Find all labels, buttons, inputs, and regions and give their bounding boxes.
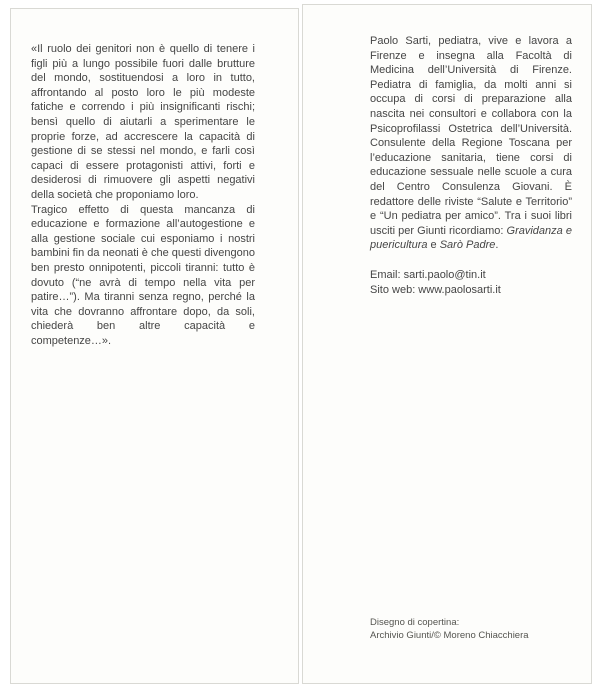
author-bio — [370, 34, 572, 297]
book-title-gravidanza-e-puericultura: Gravidanza e puericultura — [370, 224, 572, 252]
credit-label: Disegno di copertina: — [370, 617, 460, 628]
bio-text: Paolo Sarti, pediatra, vive e lavora a Firenze e insegna alla Facoltà di Medicina dell’Università di Firenze. Pediatra di famiglia, da molti anni si occupa di corsi di preparazione alla nascita nei consultori e collabora con la Psicoprofilassi Ostetrica dell’Università. Consulente della Regione Toscana per l’educazione sanitaria, tiene corsi di educazione sessuale nelle scuole a cura del Centro Consulenza Giovani. È redattore delle riviste “Salute e Territorio” e “Un pediatra per amico”. Tra i suoi libri usciti per Giunti ricordiamo: — [370, 35, 572, 237]
bio-conjunction: e — [427, 239, 440, 252]
bio-paragraph — [370, 34, 572, 253]
book-title-saro-padre: Sarò Padre — [439, 239, 496, 252]
email-line: Email: sarti.paolo@tin.it — [370, 268, 486, 281]
parenting-quote — [31, 42, 255, 348]
left-flap — [10, 8, 299, 684]
bio-period: . — [495, 239, 499, 252]
website-line: Sito web: www.paolosarti.it — [370, 283, 501, 296]
cover-design-credit — [370, 616, 580, 642]
quote-paragraph-1: «Il ruolo dei genitori non è quello di tenere i figli più a lungo possibile fuori dalle brutture del mondo, sostituendosi a loro in tutto, affrontando al posto loro le più modeste fatiche e correndo i più insignificanti rischi; bensì quello di aiutarli a sperimentare le proprie forze, ad accrescere la capacità di gestione di se stessi nel mondo, e farli così capaci di essere protagonisti attivi, forti e desiderosi di rimuovere gli aspetti negativi della società che proponiamo loro. — [31, 43, 255, 201]
right-flap — [302, 4, 592, 684]
contact-info — [370, 268, 572, 297]
credit-names: Archivio Giunti/© Moreno Chiacchiera — [370, 630, 529, 641]
quote-paragraph-2: Tragico effetto di questa mancanza di educazione e formazione all’autogestione e alla gestione sociale cui esponiamo i nostri bambini fin da neonati è che questi divengono ben presto onnipotenti, piccoli tiranni: tutto è dovuto (“ne avrà di tempo nella vita per patire…”). Ma tiranni senza regno, perché la vita che dovranno affrontare dopo, da soli, chiederà ben altre capacità e competenze…». — [31, 203, 255, 347]
